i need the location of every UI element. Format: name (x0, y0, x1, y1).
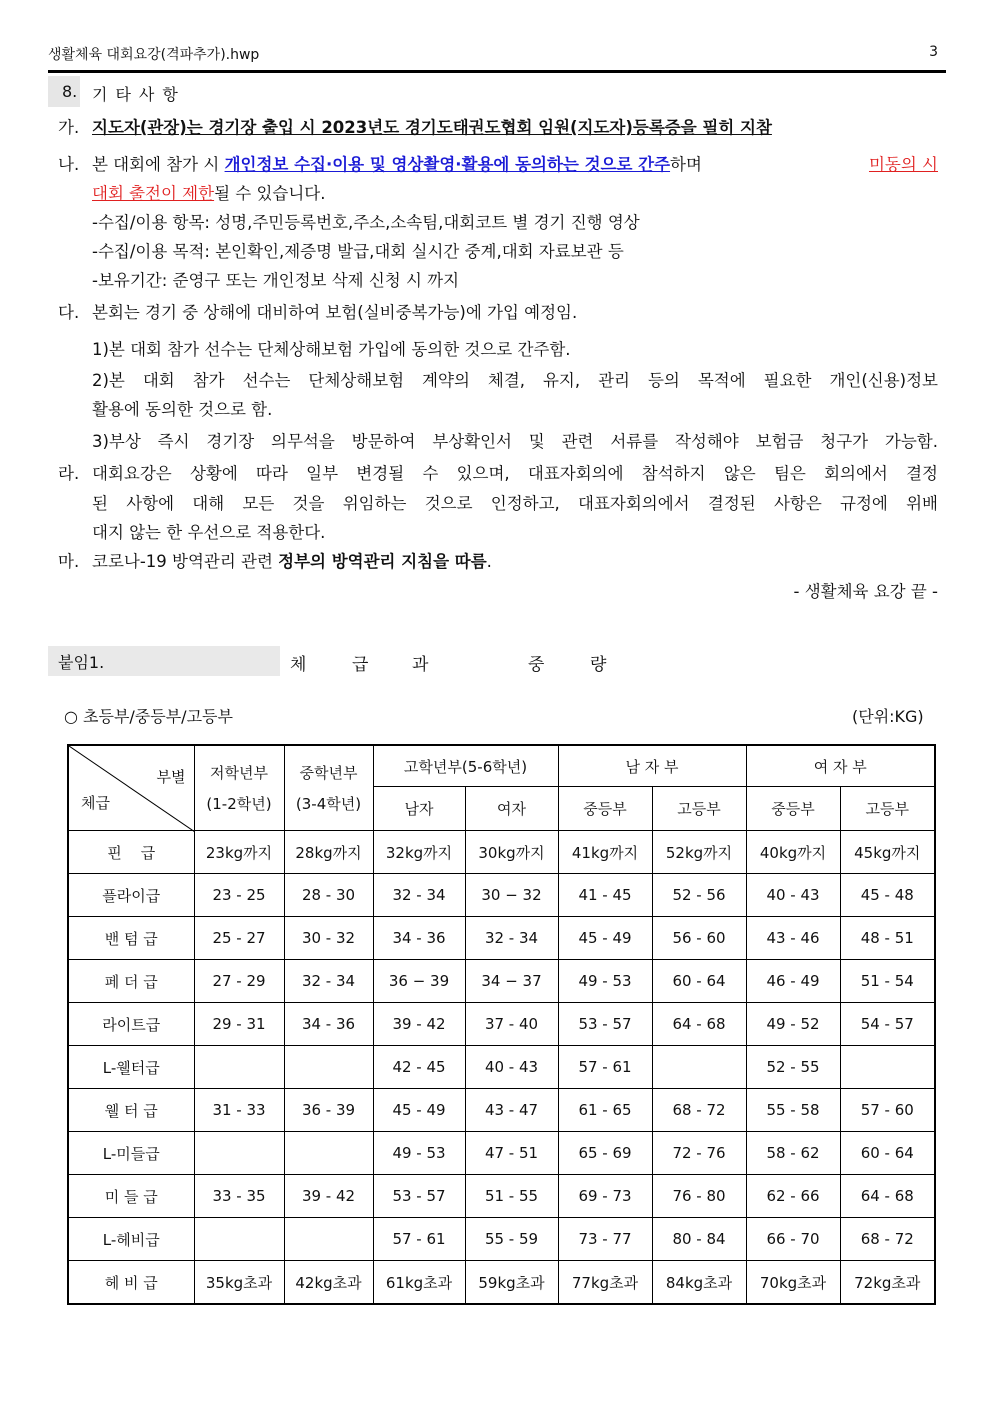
weight-class-name: 라이트급 (68, 1003, 194, 1046)
section-title: 기타사항 (92, 85, 186, 104)
weight-range-cell (194, 1218, 284, 1261)
weight-range-cell: 45 - 48 (840, 874, 935, 917)
weight-class-name: L-헤비급 (68, 1218, 194, 1261)
weight-range-cell: 77kg초과 (558, 1261, 652, 1305)
weight-range-cell: 61kg초과 (373, 1261, 465, 1305)
weight-range-cell: 49 - 53 (373, 1132, 465, 1175)
weight-range-cell (840, 1046, 935, 1089)
weight-range-cell: 40 - 43 (746, 874, 840, 917)
table-row (68, 1089, 935, 1132)
weight-range-cell (194, 1046, 284, 1089)
weight-range-cell: 25 - 27 (194, 917, 284, 960)
weight-range-cell: 54 - 57 (840, 1003, 935, 1046)
page-number: 3 (929, 44, 938, 60)
weight-class-name: 헤 비 급 (68, 1261, 194, 1305)
weight-class-name: 웰 터 급 (68, 1089, 194, 1132)
weight-range-cell: 42kg초과 (284, 1261, 373, 1305)
table-row (68, 1218, 935, 1261)
header-elem-low (194, 745, 284, 831)
weight-range-cell: 61 - 65 (558, 1089, 652, 1132)
item-da-1: 1)본 대회 참가 선수는 단체상해보험 가입에 동의한 것으로 간주함. (92, 340, 571, 359)
weight-range-cell: 23kg까지 (194, 831, 284, 874)
weight-range-cell: 27 - 29 (194, 960, 284, 1003)
table-row (68, 1003, 935, 1046)
table-row (68, 874, 935, 917)
weight-range-cell: 60 - 64 (840, 1132, 935, 1175)
weight-range-cell: 51 - 54 (840, 960, 935, 1003)
weight-class-name: L-웰터급 (68, 1046, 194, 1089)
table-row (68, 1132, 935, 1175)
section-number: 8. (62, 82, 78, 101)
table-row (68, 1046, 935, 1089)
item-ga-mark: 가. (58, 118, 80, 137)
weight-range-cell: 58 - 62 (746, 1132, 840, 1175)
weight-range-cell: 34 - 36 (284, 1003, 373, 1046)
weight-range-cell: 45kg까지 (840, 831, 935, 874)
weight-range-cell: 41kg까지 (558, 831, 652, 874)
subheader-boys: 남자 (373, 787, 465, 831)
item-ga-text: 지도자(관장)는 경기장 출입 시 2023년도 경기도태권도협회 임원(지도자)등록증을 필히 지참 (92, 118, 772, 137)
item-da-2a: 2)본 대회 참가 선수는 단체상해보험 계약의 체결, 유지, 관리 등의 목적에 필요한 개인(신용)정보 (92, 371, 938, 390)
weight-range-cell: 60 - 64 (652, 960, 746, 1003)
page-header (48, 44, 944, 66)
item-na-mid: 하며 (670, 155, 702, 174)
subheader-women-middle: 중등부 (746, 787, 840, 831)
weight-range-cell: 52 - 55 (746, 1046, 840, 1089)
weight-range-cell: 37 - 40 (465, 1003, 558, 1046)
corner-diagonal-line (69, 746, 195, 832)
item-ra-3: 대지 않는 한 우선으로 적용한다. (92, 523, 326, 542)
item-na-line1 (92, 154, 938, 176)
weight-range-cell: 72 - 76 (652, 1132, 746, 1175)
weight-range-cell: 52kg까지 (652, 831, 746, 874)
weight-range-cell: 55 - 58 (746, 1089, 840, 1132)
weight-class-table (67, 744, 936, 1305)
weight-range-cell: 33 - 35 (194, 1175, 284, 1218)
weight-range-cell: 23 - 25 (194, 874, 284, 917)
corner-division-label: 부별 (156, 768, 186, 786)
weight-range-cell: 49 - 52 (746, 1003, 840, 1046)
weight-range-cell: 76 - 80 (652, 1175, 746, 1218)
weight-range-cell: 40kg까지 (746, 831, 840, 874)
weight-range-cell: 45 - 49 (558, 917, 652, 960)
weight-range-cell: 42 - 45 (373, 1046, 465, 1089)
attachment-title-char-1: 체 (290, 655, 307, 675)
weight-range-cell: 41 - 45 (558, 874, 652, 917)
weight-class-name: 핀 급 (68, 831, 194, 874)
item-na-line2 (92, 183, 325, 205)
weight-range-cell: 69 - 73 (558, 1175, 652, 1218)
item-ra-mark: 라. (58, 464, 80, 483)
attachment-title-char-5: 량 (590, 655, 607, 675)
weight-range-cell: 36 − 39 (373, 960, 465, 1003)
subheader-women-high: 고등부 (840, 787, 935, 831)
weight-range-cell: 49 - 53 (558, 960, 652, 1003)
weight-range-cell: 34 − 37 (465, 960, 558, 1003)
header-elem-low-grades: (1-2학년) (206, 795, 272, 813)
item-da-2b: 활용에 동의한 것으로 함. (92, 400, 273, 419)
header-elem-mid-label: 중학년부 (299, 764, 358, 782)
item-ra-2: 된 사항에 대해 모든 것을 위임하는 것으로 인정하고, 대표자회의에서 결정된 사항은 규정에 위배 (92, 494, 938, 513)
weight-range-cell: 29 - 31 (194, 1003, 284, 1046)
table-row (68, 831, 935, 874)
weight-range-cell: 32kg까지 (373, 831, 465, 874)
header-men: 남 자 부 (558, 745, 746, 787)
weight-class-name: 미 들 급 (68, 1175, 194, 1218)
attachment-label: 붙임1. (58, 653, 105, 672)
header-elem-low-label: 저학년부 (210, 764, 268, 782)
weight-range-cell: 53 - 57 (373, 1175, 465, 1218)
subheader-girls: 여자 (465, 787, 558, 831)
weight-range-cell: 80 - 84 (652, 1218, 746, 1261)
item-ma-pre: 코로나-19 방역관리 관련 (92, 552, 279, 571)
weight-class-name: L-미들급 (68, 1132, 194, 1175)
header-elem-mid-grades: (3-4학년) (295, 795, 362, 813)
weight-range-cell: 70kg초과 (746, 1261, 840, 1305)
table-header-row-1 (68, 745, 935, 787)
item-da-3: 3)부상 즉시 경기장 의무석을 방문하여 부상확인서 및 관련 서류를 작성해야 보험금 청구가 가능함. (92, 432, 938, 451)
item-na-retention: -보유기간: 준영구 또는 개인정보 삭제 신청 시 까지 (92, 271, 460, 290)
weight-range-cell: 32 - 34 (373, 874, 465, 917)
weight-range-cell: 48 - 51 (840, 917, 935, 960)
weight-range-cell: 31 - 33 (194, 1089, 284, 1132)
table-row (68, 917, 935, 960)
item-ma-post: . (486, 552, 492, 571)
weight-range-cell: 46 - 49 (746, 960, 840, 1003)
weight-class-name: 페 더 급 (68, 960, 194, 1003)
weight-range-cell: 55 - 59 (465, 1218, 558, 1261)
weight-range-cell: 43 - 46 (746, 917, 840, 960)
weight-range-cell: 30 − 32 (465, 874, 558, 917)
weight-range-cell: 40 - 43 (465, 1046, 558, 1089)
weight-range-cell: 51 - 55 (465, 1175, 558, 1218)
attachment-title-char-4: 중 (528, 655, 545, 675)
header-elem-mid (284, 745, 373, 831)
end-marker: - 생활체육 요강 끝 - (793, 582, 938, 601)
subheader-men-middle: 중등부 (558, 787, 652, 831)
weight-range-cell: 30 - 32 (284, 917, 373, 960)
weight-range-cell: 52 - 56 (652, 874, 746, 917)
weight-range-cell: 64 - 68 (840, 1175, 935, 1218)
weight-range-cell: 73 - 77 (558, 1218, 652, 1261)
weight-range-cell: 68 - 72 (652, 1089, 746, 1132)
weight-range-cell: 57 - 60 (840, 1089, 935, 1132)
weight-range-cell: 28kg까지 (284, 831, 373, 874)
weight-range-cell: 30kg까지 (465, 831, 558, 874)
item-na-post: 될 수 있습니다. (214, 184, 326, 203)
weight-range-cell: 66 - 70 (746, 1218, 840, 1261)
table-row (68, 960, 935, 1003)
item-na-collect-purpose: -수집/이용 목적: 본인확인,제증명 발급,대회 실시간 중계,대회 자료보관 등 (92, 242, 624, 261)
item-da-mark: 다. (58, 303, 80, 322)
weight-range-cell: 57 - 61 (558, 1046, 652, 1089)
subheader-men-high: 고등부 (652, 787, 746, 831)
item-ra-1: 대회요강은 상황에 따라 일부 변경될 수 있으며, 대표자회의에 참석하지 않은 팀은 회의에서 결정 (92, 464, 938, 483)
weight-range-cell: 36 - 39 (284, 1089, 373, 1132)
table-row (68, 1175, 935, 1218)
weight-range-cell: 62 - 66 (746, 1175, 840, 1218)
weight-range-cell: 59kg초과 (465, 1261, 558, 1305)
item-na-pre: 본 대회에 참가 시 (92, 155, 225, 174)
weight-range-cell: 72kg초과 (840, 1261, 935, 1305)
weight-range-cell: 53 - 57 (558, 1003, 652, 1046)
weight-range-cell (284, 1046, 373, 1089)
item-na-refusal: 미동의 시 (868, 155, 938, 174)
weight-range-cell: 39 - 42 (284, 1175, 373, 1218)
weight-range-cell: 28 - 30 (284, 874, 373, 917)
weight-range-cell (652, 1046, 746, 1089)
weight-class-name: 밴 텀 급 (68, 917, 194, 960)
weight-range-cell: 43 - 47 (465, 1089, 558, 1132)
corner-weightclass-label: 체급 (81, 794, 110, 812)
table-body (68, 831, 935, 1305)
weight-range-cell: 45 - 49 (373, 1089, 465, 1132)
weight-range-cell (284, 1218, 373, 1261)
table-subtitle: ○ 초등부/중등부/고등부 (64, 707, 233, 726)
table-corner-cell (68, 745, 194, 831)
item-na-consent: 개인정보 수집·이용 및 영상촬영·활용에 동의하는 것으로 간주 (224, 155, 671, 174)
weight-range-cell: 35kg초과 (194, 1261, 284, 1305)
weight-range-cell: 68 - 72 (840, 1218, 935, 1261)
weight-range-cell: 32 - 34 (465, 917, 558, 960)
header-rule (48, 70, 946, 73)
weight-range-cell: 57 - 61 (373, 1218, 465, 1261)
table-row (68, 1261, 935, 1305)
weight-range-cell (284, 1132, 373, 1175)
weight-range-cell: 84kg초과 (652, 1261, 746, 1305)
header-women: 여 자 부 (746, 745, 935, 787)
weight-class-name: 플라이급 (68, 874, 194, 917)
item-ma-text (92, 551, 492, 573)
weight-range-cell (194, 1132, 284, 1175)
item-da-text: 본회는 경기 중 상해에 대비하여 보험(실비중복가능)에 가입 예정임. (92, 303, 578, 322)
weight-range-cell: 47 - 51 (465, 1132, 558, 1175)
header-elem-high: 고학년부(5-6학년) (373, 745, 558, 787)
weight-range-cell: 34 - 36 (373, 917, 465, 960)
attachment-title-char-2: 급 (352, 655, 369, 675)
weight-range-cell: 39 - 42 (373, 1003, 465, 1046)
attachment-title-char-3: 과 (412, 655, 429, 675)
document-filename: 생활체육 대회요강(격파추가).hwp (48, 47, 260, 63)
weight-range-cell: 32 - 34 (284, 960, 373, 1003)
weight-range-cell: 56 - 60 (652, 917, 746, 960)
table-unit: (단위:KG) (852, 707, 924, 726)
item-ma-mark: 마. (58, 552, 80, 571)
item-na-restriction: 대회 출전이 제한 (92, 184, 215, 203)
weight-range-cell: 65 - 69 (558, 1132, 652, 1175)
item-na-collect-items: -수집/이용 항목: 성명,주민등록번호,주소,소속팀,대회코트 별 경기 진행 영상 (92, 213, 640, 232)
weight-range-cell: 64 - 68 (652, 1003, 746, 1046)
item-ma-guideline: 정부의 방역관리 지침을 따름 (278, 552, 487, 571)
item-na-mark: 나. (58, 155, 80, 174)
